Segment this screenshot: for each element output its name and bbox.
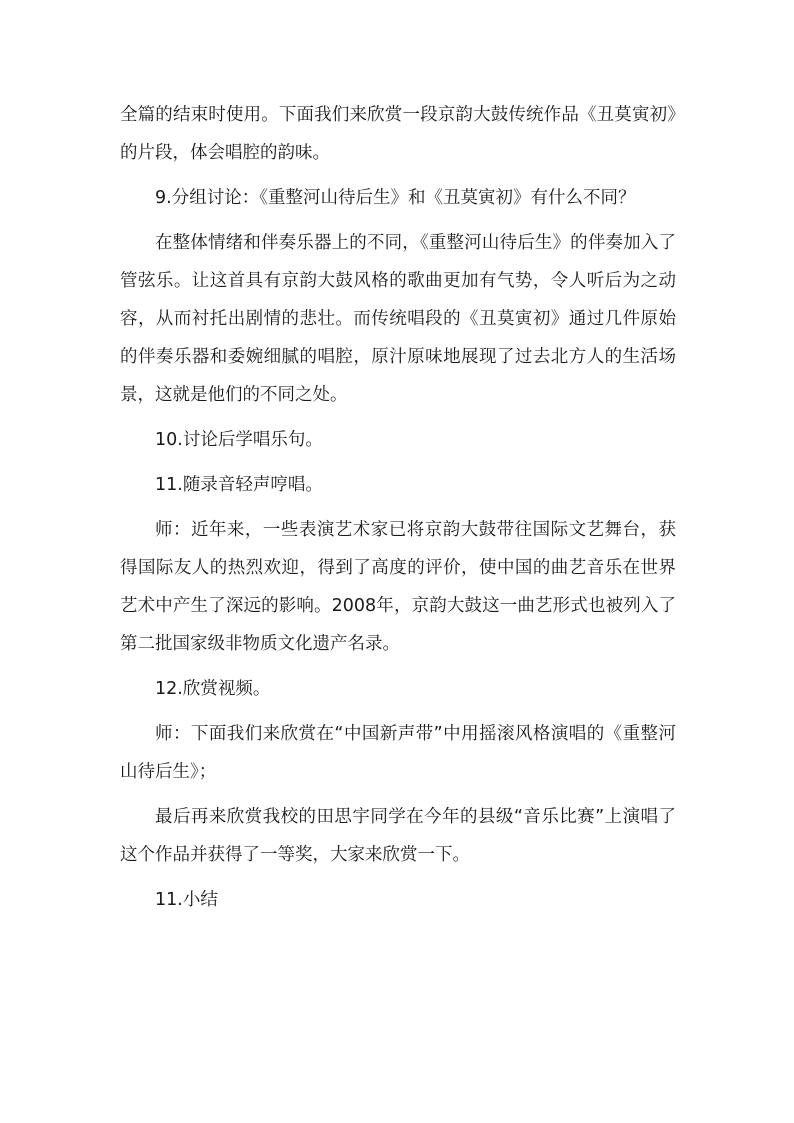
- paragraph-2: 9.分组讨论：《重整河山待后生》和《丑莫寅初》有什么不同？: [155, 188, 636, 208]
- paragraph-10: 11.小结: [155, 890, 218, 910]
- paragraph-6: 师：近年来，一些表演艺术家已将京韵大鼓带往国际文艺舞台，获得国际友人的热烈欢迎，得到了高度的评价，使中国的曲艺音乐在世界艺术中产生了深远的影响。2008年，京韵大鼓这一曲艺形式也被列入了第二批国家级非物质文化遗产名录。: [120, 520, 676, 654]
- paragraph-8: 师：下面我们来欣赏在“中国新声带”中用摇滚风格演唱的《重整河山待后生》；: [120, 724, 676, 782]
- paragraph-3: 在整体情绪和伴奏乐器上的不同，《重整河山待后生》的伴奏加入了管弦乐。让这首具有京韵大鼓风格的歌曲更加有气势，令人听后为之动容，从而衬托出剧情的悲壮。而传统唱段的《丑莫寅初》通过几件原始的伴奏乐器和委婉细腻的唱腔，原汁原味地展现了过去北方人的生活场景，这就是他们的不同之处。: [120, 233, 676, 405]
- paragraph-1: 全篇的结束时使用。下面我们来欣赏一段京韵大鼓传统作品《丑莫寅初》的片段，体会唱腔的韵味。: [120, 105, 676, 163]
- paragraph-5: 11.随录音轻声哼唱。: [155, 475, 323, 495]
- paragraph-4: 10.讨论后学唱乐句。: [155, 430, 323, 450]
- paragraph-9: 最后再来欣赏我校的田思宇同学在今年的县级“音乐比赛”上演唱了这个作品并获得了一等奖，大家来欣赏一下。: [120, 807, 676, 865]
- paragraph-7: 12.欣赏视频。: [155, 679, 271, 699]
- document-body: [120, 96, 676, 926]
